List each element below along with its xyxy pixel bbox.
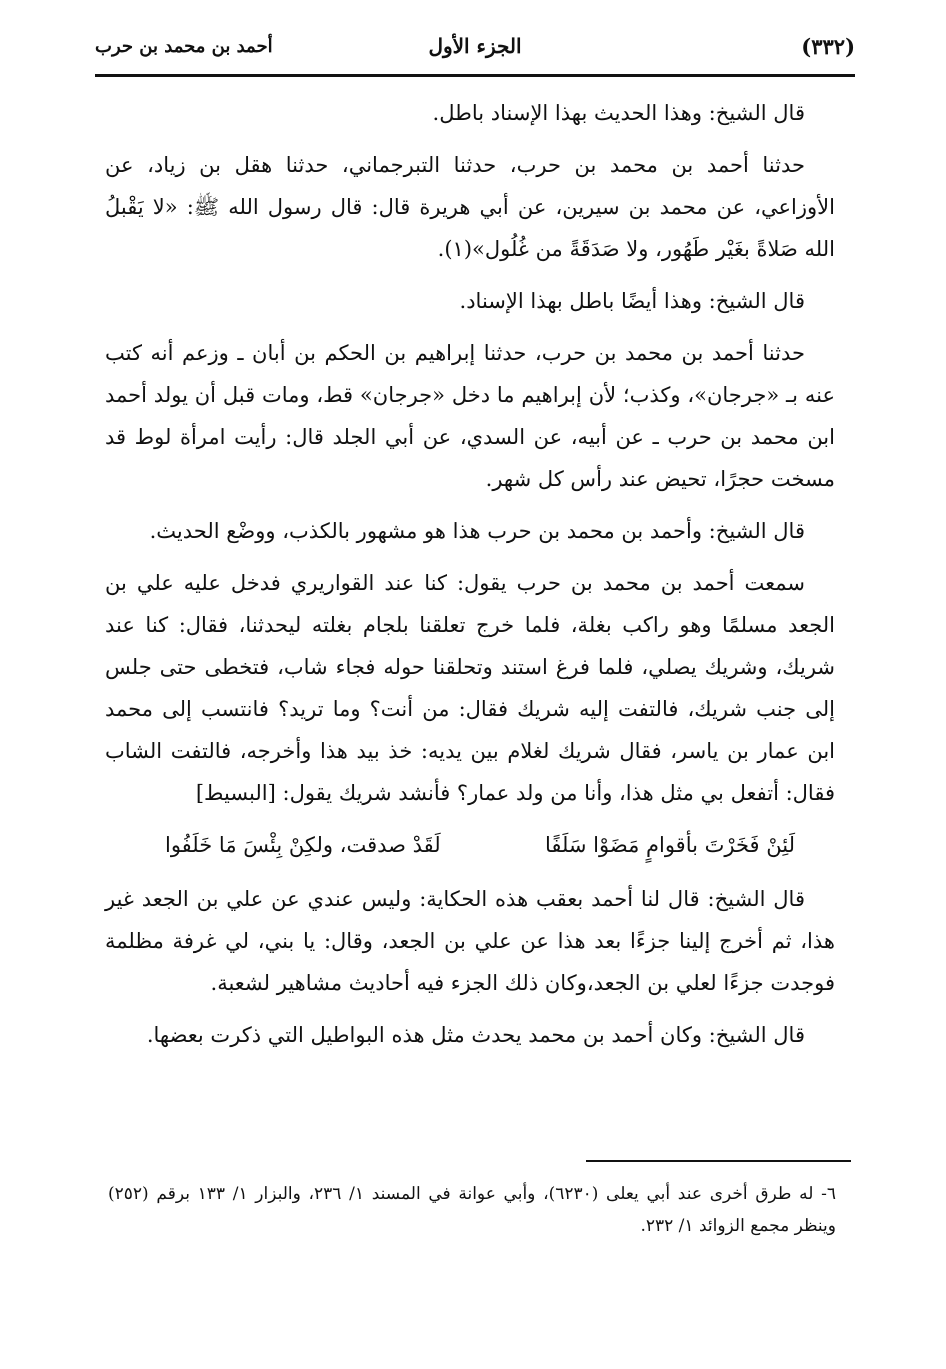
paragraph: قال الشيخ: وهذا أيضًا باطل بهذا الإسناد.	[459, 289, 805, 313]
header-rule	[95, 74, 855, 77]
paragraph: سمعت أحمد بن محمد بن حرب يقول: كنا عند القواريري فدخل عليه علي بن الجعد مسلمًا وهو راكب بغلة، فلما خرج تعلقنا بلجام بغلته ليحدثنا، فقال: كنا عند شريك، وشريك يصلي، فلما فرغ استند وتحلقنا حوله فجاء شاب، فتخطى حتى جلس إلى جنب شريك، فالتفت إليه شريك فقال: من أنت؟ وما تريد؟ فانتسب إلى محمد ابن عمار بن ياسر، فقال شريك لغلام بين يديه: خذ بيد هذا وأخرجه، فالتفت الشاب فقال: أتفعل بي مثل هذا، وأنا من ولد عمار؟ فأنشد شريك يقول: [البسيط]	[105, 571, 835, 805]
poetry-verse	[105, 824, 835, 866]
paragraph: حدثنا أحمد بن محمد بن حرب، حدثنا التبرجماني، حدثنا هقل بن زياد، عن الأوزاعي، عن محمد بن سيرين، عن أبي هريرة قال: قال رسول الله ﷺ: «لا يَقْبلُ الله صَلاةً بغَيْر طَهُور، ولا صَدَقَةً من غُلُول»(١).	[105, 153, 835, 261]
paragraph: حدثنا أحمد بن محمد بن حرب، حدثنا إبراهيم بن الحكم بن أبان ـ وزعم أنه كتب عنه بـ «جرجان»، وكذب؛ لأن إبراهيم ما دخل «جرجان» قط، ومات قبل أن يولد أحمد ابن محمد بن حرب ـ عن أبيه، عن السدي، عن أبي الجلد قال: رأيت امرأة لوط قد مسخت حجرًا، تحيض عند رأس كل شهر.	[105, 341, 835, 491]
verse-first-hemistich: لَئِنْ فَخَرْتَ بأقوامٍ مَضَوْا سَلَفًا	[544, 833, 795, 857]
paragraph: قال الشيخ: وكان أحمد بن محمد يحدث مثل هذه البواطيل التي ذكرت بعضها.	[146, 1023, 805, 1047]
verse-second-hemistich: لَقَدْ صدقت، ولكِنْ بِئْسَ مَا خَلَفُوا	[165, 833, 441, 857]
paragraph: قال الشيخ: وأحمد بن محمد بن حرب هذا هو مشهور بالكذب، ووضْع الحديث.	[149, 519, 805, 543]
footnote-rule	[586, 1160, 851, 1162]
paragraph: قال الشيخ: قال لنا أحمد بعقب هذه الحكاية: وليس عندي عن علي بن الجعد غير هذا، ثم أخرج إلينا جزءًا بعد هذا عن علي بن الجعد، وقال: يا بني، لي غرفة مظلمة فوجدت جزءًا لعلي بن الجعد،وكان ذلك الجزء فيه أحاديث مشاهير لشعبة.	[105, 887, 835, 995]
running-header	[95, 30, 855, 66]
page-number: (٣٣٢)	[801, 34, 855, 59]
chapter-title: أحمد بن محمد بن حرب	[95, 36, 273, 57]
paragraph: قال الشيخ: وهذا الحديث بهذا الإسناد باطل.	[432, 101, 805, 125]
footnote: ٦- له طرق أخرى عند أبي يعلى (٦٢٣٠)، وأبي عوانة في المسند ١/ ٢٣٦، والبزار ١/ ١٣٣ برقم (٢٥٢) وينظر مجمع الزوائد ١/ ٢٣٢.	[108, 1184, 836, 1236]
main-text	[105, 92, 835, 1066]
volume-title: الجزء الأول	[428, 34, 522, 58]
